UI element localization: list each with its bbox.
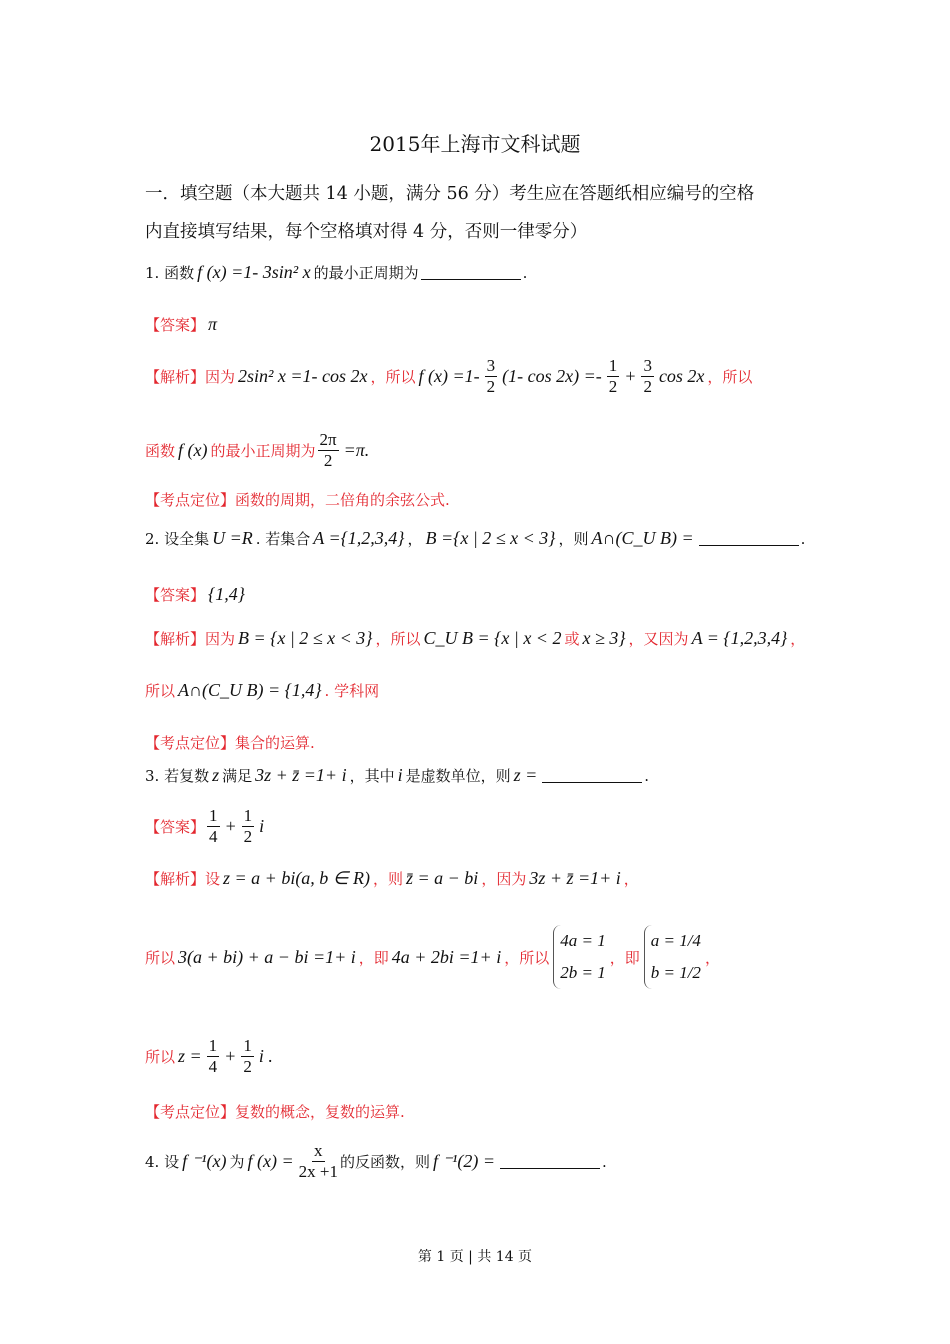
text-segment: 【解析】因为 — [145, 368, 236, 386]
math-expression: + — [624, 366, 637, 386]
math-expression: A = {1,2,3,4} — [691, 628, 788, 648]
section-header-line-2 — [145, 218, 587, 243]
fraction — [299, 1141, 338, 1182]
text-segment: . 若集合 — [255, 530, 311, 548]
math-expression: + — [224, 816, 237, 836]
text-segment: . — [800, 529, 806, 548]
math-expression: 2sin² x =1- cos 2x — [238, 366, 368, 386]
text-segment: . 学科网 — [324, 682, 380, 700]
text-segment: 一．填空题（本大题共 14 小题，满分 56 分）考生应在答题纸相应编号的空格 — [145, 184, 755, 204]
answer-blank — [421, 265, 521, 280]
text-segment: 所以 — [145, 682, 176, 700]
fraction-numerator: 1 — [209, 806, 218, 825]
text-segment: . — [644, 766, 650, 785]
fraction — [641, 356, 654, 397]
math-expression: 3(a + bi) + a − bi =1+ i — [178, 946, 356, 967]
equation-system — [644, 925, 701, 989]
answer-2 — [145, 584, 248, 605]
fraction-denominator: 2 — [486, 377, 496, 396]
fraction — [242, 806, 255, 847]
analysis-1-cont — [145, 430, 372, 471]
text-segment: 4. 设 — [145, 1153, 180, 1171]
math-expression: A∩(C_U B) = {1,4} — [178, 680, 322, 700]
question-4 — [145, 1141, 607, 1182]
text-segment: 是虚数单位，则 — [405, 767, 511, 785]
text-segment: 【答案】 — [145, 818, 206, 836]
math-expression: i . — [258, 1046, 273, 1066]
text-segment: ，即 — [609, 948, 640, 967]
math-expression: C_U B = {x | x < 2 — [423, 628, 562, 648]
fraction-numerator: 1 — [243, 1036, 252, 1055]
knowledge-point-2 — [145, 732, 315, 753]
fraction-denominator: 2x +1 — [298, 1162, 338, 1181]
text-segment: 或 — [564, 630, 580, 648]
fraction — [607, 356, 620, 397]
equation-row: b = 1/2 — [650, 963, 701, 982]
equation-row: 4a = 1 — [560, 931, 606, 950]
math-expression: B ={x | 2 ≤ x < 3} — [425, 528, 556, 548]
math-expression: z̄ = a − bi — [406, 868, 479, 888]
text-segment: 【答案】 — [145, 586, 206, 604]
answer-blank — [500, 1154, 600, 1169]
fraction-denominator: 4 — [209, 827, 218, 846]
math-expression: i — [259, 816, 265, 836]
text-segment: ，所以 — [375, 630, 421, 648]
analysis-3-result — [145, 1036, 276, 1077]
math-expression: 3z + z̄ =1+ i — [255, 765, 347, 785]
analysis-2-cont — [145, 680, 379, 701]
text-segment: 的最小正周期为 — [313, 264, 419, 282]
page-title: 2015年上海市文科试题 — [369, 132, 581, 156]
text-segment: 【答案】 — [145, 316, 206, 334]
math-expression: f ⁻¹(x) — [182, 1151, 227, 1171]
fraction-denominator: 2 — [643, 377, 652, 396]
text-segment: ，又因为 — [628, 630, 689, 648]
math-expression: f (x) =1- 3sin² x — [197, 262, 311, 282]
text-segment: ，即 — [358, 948, 389, 967]
answer-blank — [699, 531, 799, 546]
math-expression: + — [224, 1046, 237, 1066]
answer-1 — [145, 314, 220, 335]
fraction-numerator: 3 — [486, 356, 496, 375]
fraction-denominator: 2 — [323, 451, 333, 470]
text-segment: 【考点定位】复数的概念，复数的运算. — [145, 1103, 405, 1121]
section-header-line-1 — [145, 180, 754, 205]
math-expression: f (x) =1- — [418, 366, 480, 386]
fraction-numerator: 1 — [608, 356, 618, 375]
fraction-numerator: 1 — [243, 806, 253, 825]
math-expression: U =R — [212, 528, 253, 548]
text-segment: ，所以 — [370, 368, 416, 386]
fraction-denominator: 4 — [208, 1057, 218, 1076]
text-segment: 为 — [229, 1153, 245, 1171]
text-segment: ，因为 — [481, 870, 527, 888]
math-expression: cos 2x — [658, 366, 705, 386]
analysis-2 — [145, 628, 805, 649]
question-2 — [145, 528, 805, 549]
text-segment: ，则 — [372, 870, 403, 888]
math-expression: =π. — [343, 440, 370, 460]
math-expression: (1- cos 2x) =- — [502, 366, 602, 386]
math-expression: B = {x | 2 ≤ x < 3} — [238, 628, 373, 648]
math-expression: 4a + 2bi =1+ i — [391, 946, 502, 967]
text-segment: 3. 若复数 — [145, 767, 210, 785]
page-footer: 第 1 页 | 共 14 页 — [417, 1249, 533, 1265]
text-segment: 满足 — [222, 767, 253, 785]
math-expression: f ⁻¹(2) = — [432, 1151, 496, 1171]
fraction-numerator: 3 — [643, 356, 652, 375]
fraction-numerator: 2π — [319, 430, 337, 449]
fraction — [207, 806, 220, 847]
math-expression: π — [208, 314, 218, 334]
text-segment: 【考点定位】集合的运算. — [145, 734, 315, 752]
knowledge-point-3 — [145, 1101, 405, 1122]
equation-row: a = 1/4 — [650, 931, 701, 950]
math-expression: {1,4} — [208, 584, 245, 604]
math-expression: A ={1,2,3,4} — [313, 528, 405, 548]
analysis-3 — [145, 868, 639, 889]
text-segment: 【解析】因为 — [145, 630, 236, 648]
math-expression: z = — [178, 1046, 202, 1066]
text-segment: 1. 函数 — [145, 264, 195, 282]
text-segment: ，所以 — [707, 368, 753, 386]
text-segment: . — [522, 263, 528, 282]
math-expression: z = a + bi(a, b ∈ R) — [223, 868, 370, 888]
text-segment: 的最小正周期为 — [210, 442, 316, 460]
question-1 — [145, 262, 527, 283]
math-expression: z — [212, 765, 220, 785]
equation-system — [553, 925, 605, 989]
text-segment: ，其中 — [349, 767, 395, 785]
fraction-denominator: 2 — [608, 377, 618, 396]
fraction-numerator: 1 — [208, 1036, 218, 1055]
text-segment: ， — [623, 870, 639, 888]
question-3 — [145, 765, 649, 786]
math-expression: f (x) = — [247, 1151, 294, 1171]
text-segment: 所以 — [145, 948, 176, 967]
text-segment: 的反函数，则 — [339, 1153, 430, 1171]
text-segment: ，则 — [558, 530, 589, 548]
fraction-denominator: 2 — [243, 1057, 252, 1076]
analysis-3-cont — [145, 925, 720, 989]
text-segment: 所以 — [145, 1048, 176, 1066]
text-segment: ， — [704, 948, 720, 967]
math-expression: f (x) — [178, 440, 208, 460]
text-segment: . — [602, 1152, 607, 1171]
text-segment: 【解析】设 — [145, 870, 221, 888]
text-segment: ， — [790, 630, 806, 648]
math-expression: A∩(C_U B) = — [591, 528, 694, 548]
math-expression: x ≥ 3} — [582, 628, 626, 648]
math-expression: 3z + z̄ =1+ i — [529, 868, 621, 888]
text-segment: 【考点定位】函数的周期，二倍角的余弦公式. — [145, 491, 450, 509]
math-expression: i — [397, 765, 403, 785]
answer-3 — [145, 806, 267, 847]
text-segment: ，所以 — [504, 948, 550, 967]
analysis-1 — [145, 356, 752, 397]
text-segment: ， — [407, 530, 423, 548]
fraction-numerator: x — [314, 1141, 323, 1160]
text-segment: 函数 — [145, 442, 176, 460]
knowledge-point-1 — [145, 489, 450, 510]
text-segment: 内直接填写结果，每个空格填对得 4 分，否则一律零分） — [145, 222, 588, 242]
fraction — [318, 430, 339, 471]
equation-row: 2b = 1 — [560, 963, 606, 982]
math-expression: z = — [513, 765, 538, 785]
fraction — [485, 356, 498, 397]
fraction-denominator: 2 — [243, 827, 253, 846]
answer-blank — [542, 768, 642, 783]
fraction — [207, 1036, 220, 1077]
fraction — [241, 1036, 254, 1077]
text-segment: 2. 设全集 — [145, 530, 210, 548]
